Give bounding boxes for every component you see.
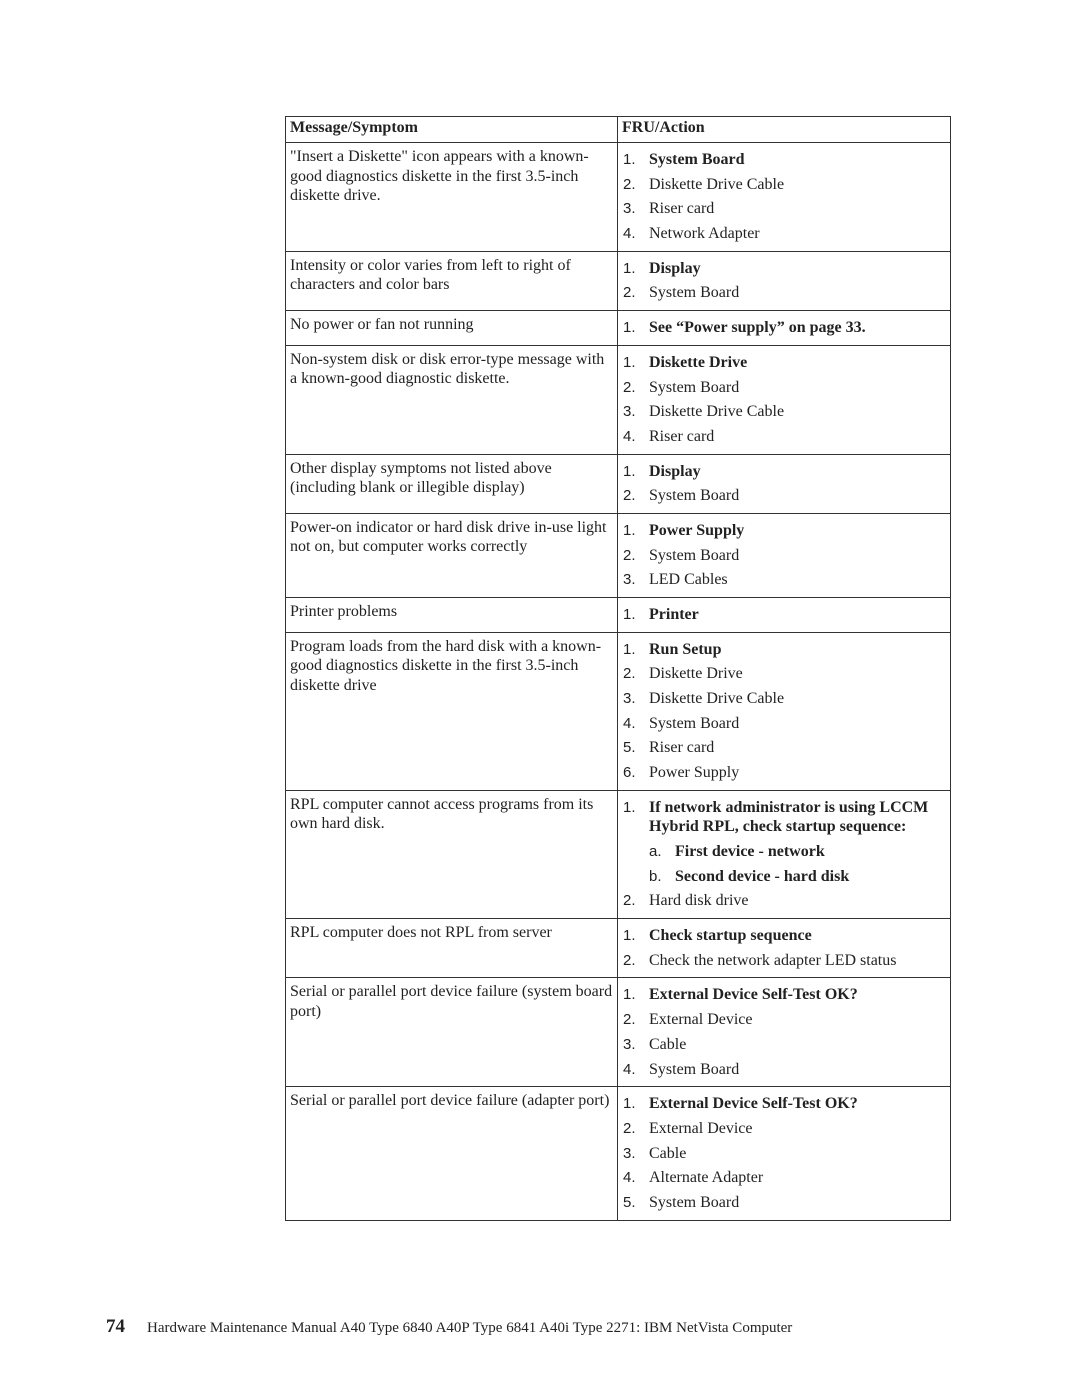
table-row <box>286 632 951 790</box>
fru-item <box>623 378 946 398</box>
item-number: 2. <box>623 1119 636 1137</box>
item-number: 6. <box>623 764 636 782</box>
symptom-cell: Intensity or color varies from left to right of characters and color bars <box>286 251 618 310</box>
fru-action-cell <box>618 978 951 1087</box>
item-text: Power Supply <box>649 764 740 782</box>
fru-item <box>623 763 946 783</box>
item-text: External Device Self-Test OK? <box>649 986 858 1004</box>
fru-item <box>623 605 946 625</box>
item-text: External Device <box>649 1011 753 1029</box>
fru-item <box>623 714 946 734</box>
item-text: First device - network <box>675 843 825 860</box>
item-text: Display <box>649 259 701 277</box>
item-number: 2. <box>623 892 636 910</box>
fru-item <box>623 1035 946 1055</box>
item-text: Diskette Drive Cable <box>649 403 785 421</box>
fru-item <box>623 402 946 422</box>
symptom-cell: RPL computer cannot access programs from its own hard disk. <box>286 790 618 918</box>
item-text: System Board <box>649 151 745 168</box>
item-text: Riser card <box>649 427 715 445</box>
page-number: 74 <box>106 1316 125 1337</box>
fru-item <box>623 1193 946 1213</box>
fru-action-cell <box>618 1087 951 1220</box>
item-text: Second device - hard disk <box>675 867 850 885</box>
fru-item <box>623 640 946 660</box>
item-text: System Board <box>649 284 740 302</box>
item-text: External Device Self-Test OK? <box>649 1095 858 1113</box>
item-text: Power Supply <box>649 521 745 539</box>
fru-item <box>623 891 946 911</box>
item-number: 4. <box>623 714 636 732</box>
item-number: 5. <box>623 739 636 757</box>
item-number: 3. <box>623 200 636 218</box>
item-text: Riser card <box>649 200 715 218</box>
table-row <box>286 143 951 252</box>
table-header-row <box>286 117 951 143</box>
item-number: 1. <box>623 259 636 277</box>
symptom-cell: Program loads from the hard disk with a known-good diagnostics diskette in the first 3.5-inch diskette drive <box>286 632 618 790</box>
fru-subitem <box>623 842 946 862</box>
symptom-cell: Printer problems <box>286 598 618 633</box>
fru-item <box>623 1060 946 1080</box>
item-text: Cable <box>649 1035 687 1053</box>
symptom-cell: Non-system disk or disk error-type message with a known-good diagnostic diskette. <box>286 345 618 454</box>
fru-item <box>623 521 946 541</box>
item-text: See “Power supply” on page 33. <box>649 319 866 337</box>
item-number: 4. <box>623 225 636 243</box>
fru-item <box>623 570 946 590</box>
fru-action-cell <box>618 311 951 346</box>
fru-item <box>623 150 946 170</box>
fru-action-cell <box>618 345 951 454</box>
item-number: 1. <box>623 606 636 623</box>
fru-item <box>623 199 946 219</box>
item-number: a. <box>649 843 662 860</box>
item-text: System Board <box>649 1193 740 1211</box>
fru-action-cell <box>618 790 951 918</box>
item-text: Riser card <box>649 739 715 757</box>
fru-action-cell <box>618 513 951 597</box>
fru-item <box>623 224 946 244</box>
symptom-cell: RPL computer does not RPL from server <box>286 919 618 978</box>
item-text: Check startup sequence <box>649 927 812 945</box>
item-text: Cable <box>649 1144 687 1162</box>
fru-item <box>623 985 946 1005</box>
item-number: 1. <box>623 521 636 539</box>
item-text: System Board <box>649 487 740 505</box>
symptom-cell: No power or fan not running <box>286 311 618 346</box>
table-row <box>286 919 951 978</box>
table-row <box>286 251 951 310</box>
fru-item <box>623 353 946 373</box>
item-number: 2. <box>623 284 636 302</box>
fru-item <box>623 1119 946 1139</box>
fru-item <box>623 664 946 684</box>
item-text: Diskette Drive <box>649 665 743 683</box>
item-number: 1. <box>623 353 636 371</box>
fru-item <box>623 427 946 447</box>
table-row <box>286 978 951 1087</box>
item-text: System Board <box>649 378 740 396</box>
item-text: System Board <box>649 1060 740 1078</box>
fru-item <box>623 259 946 279</box>
item-text: LED Cables <box>649 571 728 589</box>
fru-item <box>623 926 946 946</box>
item-number: 1. <box>623 462 636 480</box>
symptom-cell: Serial or parallel port device failure (adapter port) <box>286 1087 618 1220</box>
fru-item <box>623 1168 946 1188</box>
item-number: 4. <box>623 427 636 445</box>
footer-title: Hardware Maintenance Manual A40 Type 6840 A40P Type 6841 A40i Type 2271: IBM NetVista Computer <box>147 1320 793 1336</box>
item-number: 3. <box>623 690 636 708</box>
fru-item <box>623 689 946 709</box>
item-number: 2. <box>623 546 636 564</box>
item-number: 5. <box>623 1193 636 1211</box>
item-text: Network Adapter <box>649 225 760 243</box>
table-row <box>286 513 951 597</box>
table-row <box>286 1087 951 1220</box>
table-body <box>286 143 951 1221</box>
item-number: 2. <box>623 378 636 396</box>
fru-item <box>623 546 946 566</box>
item-text: Run Setup <box>649 640 722 658</box>
fru-item <box>623 1144 946 1164</box>
symptom-cell: Serial or parallel port device failure (system board port) <box>286 978 618 1087</box>
item-number: 2. <box>623 175 636 193</box>
table-row <box>286 345 951 454</box>
item-text: If network administrator is using LCCM Hybrid RPL, check startup sequence: <box>649 798 929 836</box>
fru-item <box>623 1010 946 1030</box>
item-number: 1. <box>623 798 636 816</box>
item-text: System Board <box>649 714 740 732</box>
item-number: 4. <box>623 1060 636 1078</box>
fru-item <box>623 486 946 506</box>
item-number: 1. <box>623 986 636 1004</box>
header-fru-action: FRU/Action <box>618 117 951 143</box>
item-text: Alternate Adapter <box>649 1169 764 1187</box>
fru-action-cell <box>618 632 951 790</box>
item-text: Diskette Drive Cable <box>649 690 785 708</box>
header-message-symptom: Message/Symptom <box>286 117 618 143</box>
item-number: 1. <box>623 151 636 168</box>
fru-item <box>623 951 946 971</box>
item-text: Printer <box>649 606 699 623</box>
symptom-cell: Other display symptoms not listed above (including blank or illegible display) <box>286 454 618 513</box>
item-text: Diskette Drive Cable <box>649 175 785 193</box>
fru-action-cell <box>618 251 951 310</box>
item-text: Display <box>649 462 701 480</box>
fru-action-cell <box>618 143 951 252</box>
item-number: 4. <box>623 1169 636 1187</box>
table-row <box>286 311 951 346</box>
item-number: 3. <box>623 403 636 421</box>
item-number: 1. <box>623 640 636 658</box>
item-number: 1. <box>623 927 636 945</box>
symptom-cell: Power-on indicator or hard disk drive in-use light not on, but computer works correctly <box>286 513 618 597</box>
item-text: System Board <box>649 546 740 564</box>
page-footer <box>106 1316 792 1338</box>
fru-item <box>623 462 946 482</box>
item-number: 2. <box>623 487 636 505</box>
table-row <box>286 454 951 513</box>
item-number: 1. <box>623 1095 636 1113</box>
fru-item <box>623 798 946 837</box>
fru-item <box>623 738 946 758</box>
item-number: 3. <box>623 1035 636 1053</box>
item-number: 1. <box>623 319 636 337</box>
item-number: 3. <box>623 1144 636 1162</box>
item-number: 2. <box>623 951 636 969</box>
item-number: 2. <box>623 1011 636 1029</box>
item-text: External Device <box>649 1119 753 1137</box>
item-number: 2. <box>623 665 636 683</box>
fru-action-cell <box>618 454 951 513</box>
fru-item <box>623 175 946 195</box>
fru-action-cell <box>618 919 951 978</box>
fru-action-cell <box>618 598 951 633</box>
fru-subitem <box>623 867 946 887</box>
table-row <box>286 598 951 633</box>
item-text: Diskette Drive <box>649 353 748 371</box>
table-row <box>286 790 951 918</box>
item-number: 3. <box>623 571 636 589</box>
item-text: Check the network adapter LED status <box>649 951 897 969</box>
item-number: b. <box>649 867 662 885</box>
fru-item <box>623 283 946 303</box>
symptom-cell: "Insert a Diskette" icon appears with a known-good diagnostics diskette in the first 3.5-inch diskette drive. <box>286 143 618 252</box>
symptom-fru-table <box>285 116 951 1221</box>
fru-item <box>623 318 946 338</box>
fru-item <box>623 1094 946 1114</box>
item-text: Hard disk drive <box>649 892 749 910</box>
